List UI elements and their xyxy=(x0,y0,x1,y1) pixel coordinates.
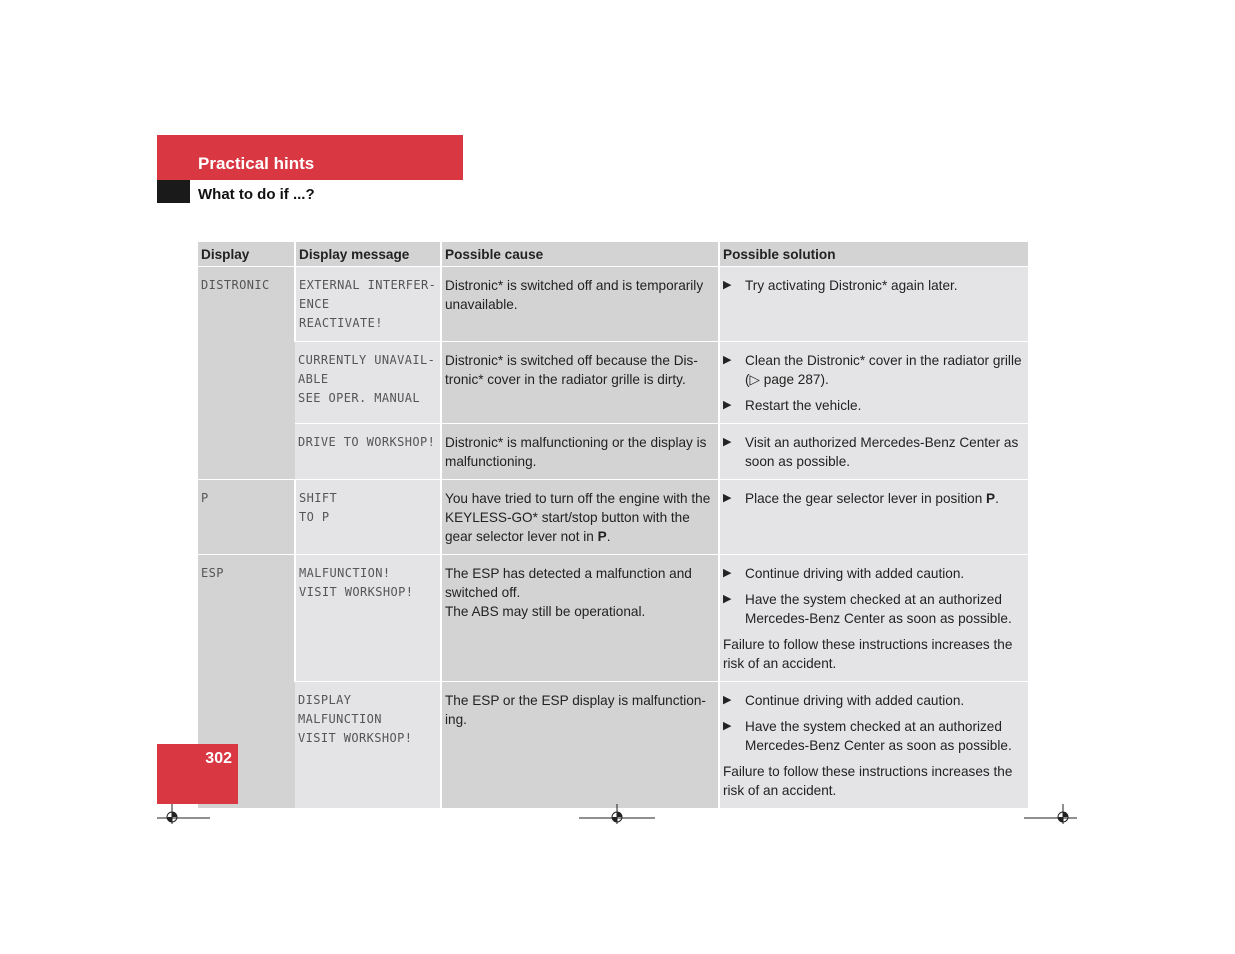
cause-cell: The ESP has detected a malfunction and switched off. The ABS may still be operational. xyxy=(441,555,719,682)
solution-item: ▶ Have the system checked at an authorized Mercedes-Benz Center as soon as possible. xyxy=(723,719,1012,753)
solution-item: ▶ Restart the vehicle. xyxy=(723,398,862,413)
bullet-arrow-icon: ▶ xyxy=(723,492,732,504)
bullet-arrow-icon: ▶ xyxy=(723,279,732,291)
solution-item: ▶ Visit an authorized Mercedes-Benz Center as soon as possible. xyxy=(723,435,1019,469)
display-cell: P xyxy=(198,480,295,555)
warning-text: Failure to follow these instructions increases the risk of an accident. xyxy=(723,637,1013,671)
cause-cell: Distronic* is switched off and is temporarily unavailable. xyxy=(441,267,719,342)
table-row xyxy=(198,682,1028,809)
solution-cell xyxy=(719,267,1028,342)
message-cell: SHIFT TO P xyxy=(295,480,441,555)
column-header-message: Display message xyxy=(295,242,441,267)
message-cell: CURRENTLY UNAVAIL- ABLE SEE OPER. MANUAL xyxy=(295,342,441,424)
message-cell: DISPLAY MALFUNCTION VISIT WORKSHOP! xyxy=(295,682,441,809)
solution-item: ▶ Continue driving with added caution. xyxy=(723,566,965,581)
cause-cell: The ESP or the ESP display is malfunction- ing. xyxy=(441,682,719,809)
solution-item: ▶ Continue driving with added caution. xyxy=(723,693,965,708)
bullet-arrow-icon: ▶ xyxy=(723,720,732,732)
solution-cell xyxy=(719,480,1028,555)
warning-text: Failure to follow these instructions increases the risk of an accident. xyxy=(723,764,1013,798)
solution-item: ▶ Clean the Distronic* cover in the radiator grille (▷ page 287). xyxy=(723,353,1022,387)
solution-item: ▶ Place the gear selector lever in position P. xyxy=(723,491,999,506)
section-header-bar xyxy=(157,135,463,180)
section-title: Practical hints xyxy=(198,154,315,173)
cause-cell: Distronic* is switched off because the Dis- tronic* cover in the radiator grille is dirty. xyxy=(441,342,719,424)
bullet-arrow-icon: ▶ xyxy=(723,694,732,706)
page-number: 302 xyxy=(205,750,232,767)
section-marker xyxy=(157,180,190,203)
display-cell: DISTRONIC xyxy=(198,267,295,480)
bullet-arrow-icon: ▶ xyxy=(723,399,732,411)
cause-cell: You have tried to turn off the engine with the KEYLESS-GO* start/stop button with the gear selector lever not in P. xyxy=(441,480,719,555)
column-header-cause: Possible cause xyxy=(441,242,719,267)
table-row xyxy=(198,480,1028,555)
bullet-arrow-icon: ▶ xyxy=(723,354,732,366)
bullet-arrow-icon: ▶ xyxy=(723,436,732,448)
column-header-display: Display xyxy=(198,242,295,267)
solution-cell xyxy=(719,342,1028,424)
registration-mark-icon xyxy=(1024,802,1078,824)
bullet-arrow-icon: ▶ xyxy=(723,567,732,579)
message-cell: DRIVE TO WORKSHOP! xyxy=(295,424,441,480)
solution-item: ▶ Try activating Distronic* again later. xyxy=(723,278,958,293)
troubleshooting-table xyxy=(198,242,1028,808)
solution-cell xyxy=(719,424,1028,480)
subsection-title: What to do if ...? xyxy=(198,186,315,203)
solution-cell xyxy=(719,555,1028,682)
bullet-arrow-icon: ▶ xyxy=(723,593,732,605)
table-row xyxy=(198,424,1028,480)
table-header-row xyxy=(198,242,1028,267)
display-cell: ESP xyxy=(198,555,295,809)
table-row xyxy=(198,342,1028,424)
table-row xyxy=(198,555,1028,682)
registration-mark-icon xyxy=(579,802,656,824)
page-number-box xyxy=(157,744,238,804)
message-cell: EXTERNAL INTERFER- ENCE REACTIVATE! xyxy=(295,267,441,342)
message-cell: MALFUNCTION! VISIT WORKSHOP! xyxy=(295,555,441,682)
table-row xyxy=(198,267,1028,342)
registration-mark-icon xyxy=(157,802,211,824)
solution-cell xyxy=(719,682,1028,809)
column-header-solution: Possible solution xyxy=(719,242,1028,267)
cause-cell: Distronic* is malfunctioning or the display is malfunctioning. xyxy=(441,424,719,480)
solution-item: ▶ Have the system checked at an authorized Mercedes-Benz Center as soon as possible. xyxy=(723,592,1012,626)
